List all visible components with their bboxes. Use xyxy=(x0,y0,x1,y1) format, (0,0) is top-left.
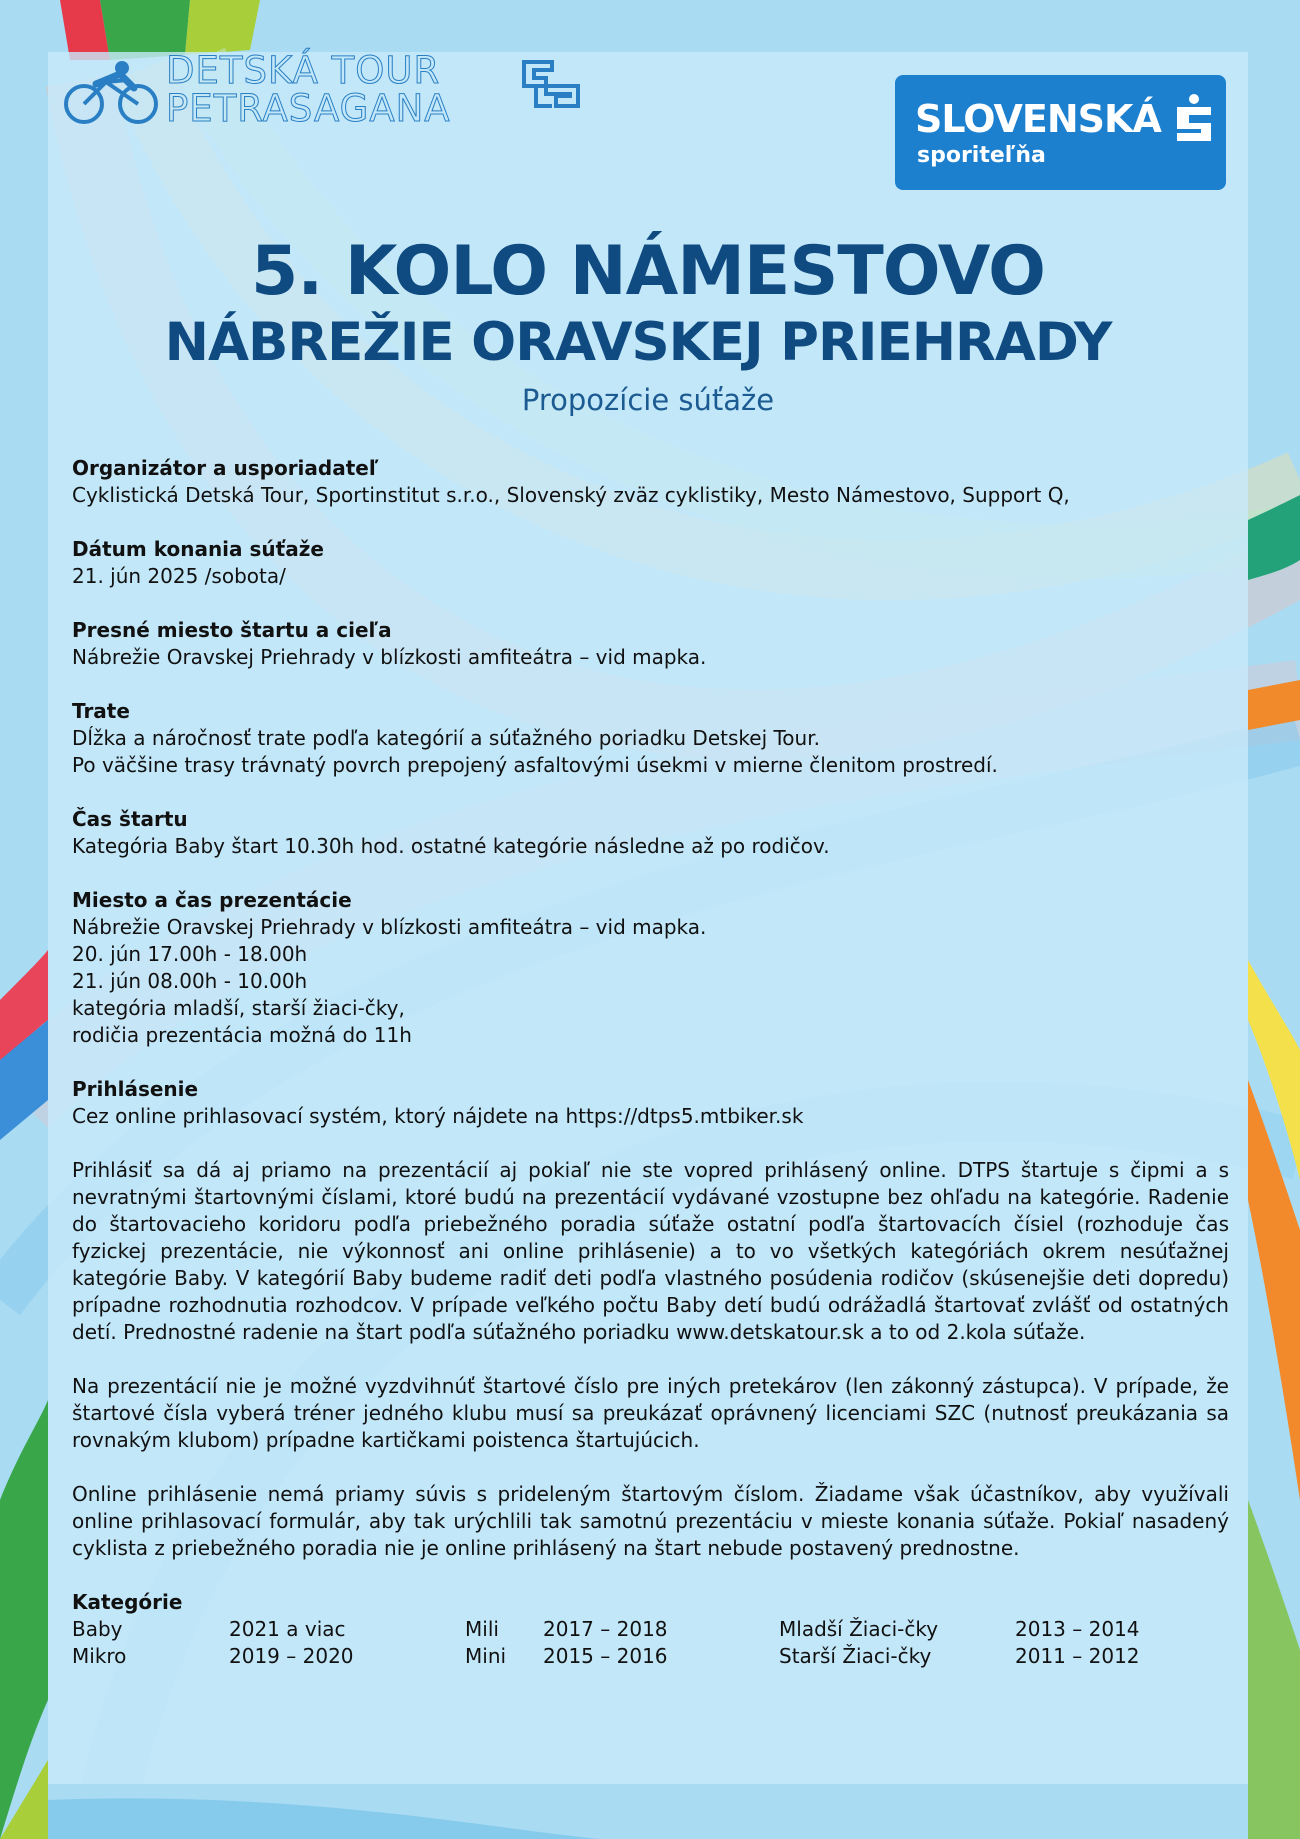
slovenska-sporitelna-logo xyxy=(895,75,1226,190)
sporitelna-sign-icon xyxy=(1175,93,1213,145)
section-signup xyxy=(72,1076,1229,1130)
section-text: Nábrežie Oravskej Priehrady v blízkosti amfiteátra – vid mapka. xyxy=(72,645,707,669)
logo-sub: sporiteľňa xyxy=(917,143,1046,168)
logo-name: SLOVENSKÁ xyxy=(915,97,1161,141)
logo-line-1: DETSKÁ TOUR xyxy=(166,49,441,92)
paragraph: Online prihlásenie nemá priamy súvis s prideleným štartovým číslom. Žiadame však účastníkov, aby využívali online prihlasovací formulár, aby tak urýchlili tak samotnú prezentáciu v mieste konania súťaže. Pokiaľ nasadený cyklista z priebežného poradia nie je online prihlásený na štart nebude postavený prednostne. xyxy=(72,1482,1229,1560)
section-text: rodičia prezentácia možná do 11h xyxy=(72,1023,412,1047)
propositions-body xyxy=(72,455,1229,1670)
section-start-time xyxy=(72,806,1229,860)
logo-line-2: PETRASAGANA xyxy=(166,87,451,130)
categories-table xyxy=(72,1616,1229,1670)
section-text: Nábrežie Oravskej Priehrady v blízkosti amfiteátra – vid mapka. xyxy=(72,915,707,939)
detska-tour-logo xyxy=(56,49,586,130)
section-text: Po väčšine trasy trávnatý povrch prepojený asfaltovými úsekmi v mierne členitom prostredí. xyxy=(72,753,998,777)
section-tracks xyxy=(72,698,1229,779)
section-text: Cez online prihlasovací systém, ktorý nájdete na https://dtps5.mtbiker.sk xyxy=(72,1104,804,1128)
category-years: 2021 a viac xyxy=(229,1617,346,1641)
peter-sagan-mark-icon xyxy=(516,56,586,116)
section-text: Dĺžka a náročnosť trate podľa kategórií a súťažného poriadku Detskej Tour. xyxy=(72,726,820,750)
paragraph: Prihlásiť sa dá aj priamo na prezentácií aj pokiaľ nie ste vopred prihlásený online. DTPS štartuje s čipmi a s nevratnými štartovnými číslami, ktoré budú na prezentácií vydávané vzostupne bez ohľadu na kategórie. Radenie do štartovacieho koridoru podľa priebežného poradia súťaže ostatní podľa štartovacích čísiel (rozhoduje čas fyzickej prezentácie, nie výkonnosť ani online prihlásenie) a to vo všetkých kategóriách okrem nesúťažnej kategórie Baby. V kategórií Baby budeme radiť deti podľa vlastného posúdenia rodičov (skúsenejšie deti dopredu) prípadne rozhodnutia rozhodcov. V prípade veľkého počtu Baby detí budú odrážadlá štartovať zvlášť od ostatných detí. Prednostné radenie na štart podľa súťažného poriadku www.detskatour.sk a to od 2.kola súťaže. xyxy=(72,1158,1229,1344)
section-heading: Kategórie xyxy=(72,1590,183,1614)
section-heading: Dátum konania súťaže xyxy=(72,537,324,561)
section-heading: Presné miesto štartu a cieľa xyxy=(72,618,392,642)
section-heading: Prihlásenie xyxy=(72,1077,199,1101)
section-date xyxy=(72,536,1229,590)
category-name: Mini xyxy=(465,1644,507,1668)
section-organizer xyxy=(72,455,1229,509)
paragraph: Na prezentácií nie je možné vyzdvihnúť štartové číslo pre iných pretekárov (len zákonný zástupca). V prípade, že štartové čísla vyberá tréner jedného klubu musí sa preukázať oprávnený licenciami SZC (nutnosť preukázania sa rovnakým klubom) prípadne kartičkami poistenca štartujúcich. xyxy=(72,1374,1229,1452)
section-heading: Organizátor a usporiadateľ xyxy=(72,456,379,480)
category-name: Mili xyxy=(465,1617,499,1641)
cyclist-icon xyxy=(56,60,166,124)
section-heading: Miesto a čas prezentácie xyxy=(72,888,352,912)
section-text: Kategória Baby štart 10.30h hod. ostatné kategórie následne až po rodičov. xyxy=(72,834,830,858)
category-years: 2017 – 2018 xyxy=(543,1617,668,1641)
section-text: kategória mladší, starší žiaci-čky, xyxy=(72,996,405,1020)
document-type: Propozície súťaže xyxy=(521,383,775,417)
page-subtitle: NÁBREŽIE ORAVSKEJ PRIEHRADY xyxy=(164,312,1112,373)
section-registration-place xyxy=(72,887,1229,1049)
section-text: 20. jún 17.00h - 18.00h xyxy=(72,942,308,966)
category-name: Mikro xyxy=(72,1644,127,1668)
section-text: Cyklistická Detská Tour, Sportinstitut s.r.o., Slovenský zväz cyklistiky, Mesto Námestovo, Support Q, xyxy=(72,483,1070,507)
section-categories xyxy=(72,1589,1229,1670)
section-text: 21. jún 2025 /sobota/ xyxy=(72,564,286,588)
page-title: 5. KOLO NÁMESTOVO xyxy=(251,232,1045,311)
section-para-1 xyxy=(72,1157,1229,1346)
category-years: 2011 – 2012 xyxy=(1015,1644,1140,1668)
section-heading: Čas štartu xyxy=(72,807,188,831)
category-name: Baby xyxy=(72,1617,123,1641)
section-text: 21. jún 08.00h - 10.00h xyxy=(72,969,308,993)
section-place xyxy=(72,617,1229,671)
section-para-2 xyxy=(72,1373,1229,1454)
category-name: Mladší Žiaci-čky xyxy=(779,1617,939,1641)
section-para-3 xyxy=(72,1481,1229,1562)
category-name: Starší Žiaci-čky xyxy=(779,1644,932,1668)
category-years: 2013 – 2014 xyxy=(1015,1617,1140,1641)
section-heading: Trate xyxy=(72,699,130,723)
category-years: 2015 – 2016 xyxy=(543,1644,668,1668)
category-years: 2019 – 2020 xyxy=(229,1644,354,1668)
